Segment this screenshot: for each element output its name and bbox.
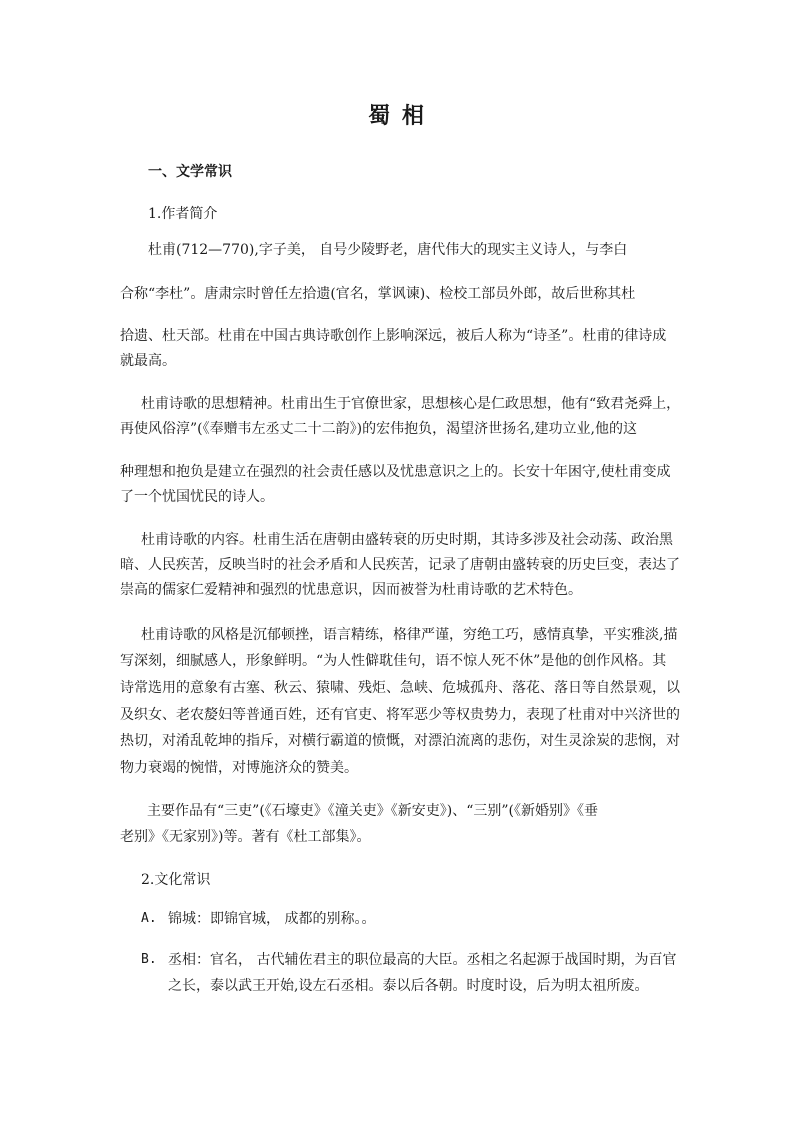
style-line: 诗常选用的意象有古塞、秋云、猿啸、残炬、急峡、危城孤舟、落花、落日等自然景观，以 <box>120 680 680 696</box>
section-heading-literary-knowledge: 一、文学常识 <box>148 164 232 180</box>
spirit-line: 杜甫诗歌的思想精神。杜甫出生于官僚世家，思想核心是仁政思想，他有“致君尧舜上， <box>141 396 681 412</box>
intro-line: 就最高。 <box>120 353 176 369</box>
intro-line: 拾遗、杜天部。杜甫在中国古典诗歌创作上影响深远，被后人称为“诗圣”。杜甫的律诗成 <box>120 328 667 344</box>
item-a-text: 锦城：即锦官城， 成都的别称。。 <box>168 911 376 927</box>
works-line: 主要作品有“三吏”(《石壕吏》《潼关吏》《新安吏》)、“三别”(《新婚别》《垂 <box>147 803 599 819</box>
style-line: 写深刻，细腻感人，形象鲜明。“为人性僻耽佳句，语不惊人死不休”是他的创作风格。其 <box>120 653 667 669</box>
item-b-line: 丞相：官名， 古代辅佐君主的职位最高的大臣。丞相之名起源于战国时期，为百官 <box>168 952 677 968</box>
works-line: 老别》《无家别》)等。著有《杜工部集》。 <box>120 829 371 845</box>
content-line: 崇高的儒家仁爱精神和强烈的忧患意识，因而被誉为杜甫诗歌的艺术特色。 <box>120 582 582 598</box>
item-b-line: 之长，泰以武王开始,设左石丞相。泰以后各朝。时度时设，后为明太祖所废。 <box>168 978 649 994</box>
style-line: 及织女、老农嫠妇等普通百姓，还有官吏、将军恶少等权贵势力，表现了杜甫对中兴济世的 <box>120 707 680 723</box>
content-line: 杜甫诗歌的内容。杜甫生活在唐朝由盛转衰的历史时期，其诗多涉及社会动荡、政治黑 <box>141 532 673 548</box>
subheading-cultural-knowledge: 2.文化常识 <box>141 872 211 888</box>
intro-line: 杜甫(712—770),字子美， 自号少陵野老，唐代伟大的现实主义诗人，与李白 <box>148 242 628 258</box>
item-marker-a: A. <box>141 911 157 926</box>
item-marker-b: B. <box>141 952 157 967</box>
subheading-author-intro: 1.作者简介 <box>148 206 218 222</box>
page-title: 蜀 相 <box>368 104 426 129</box>
content-line: 暗、人民疾苦，反映当时的社会矛盾和人民疾苦，记录了唐朝由盛转衰的历史巨变，表达了 <box>120 557 680 573</box>
style-line: 物力衰竭的惋惜，对博施济众的赞美。 <box>120 760 358 776</box>
spirit-line: 了一个忧国忧民的诗人。 <box>120 489 274 505</box>
spirit-line: 种理想和抱负是建立在强烈的社会责任感以及忧患意识之上的。长安十年困守,使杜甫变成 <box>120 464 671 480</box>
intro-line: 合称“李杜”。唐肃宗时曾任左拾遗(官名，掌讽谏)、检校工部员外郎，故后世称其杜 <box>120 286 636 302</box>
style-line: 热切，对淆乱乾坤的指斥，对横行霸道的愤慨，对漂泊流离的悲伤，对生灵涂炭的悲悯，对 <box>120 733 680 749</box>
spirit-line: 再使风俗淳”(《奉赠韦左丞丈二十二韵》)的宏伟抱负，渴望济世扬名,建功立业,他的这 <box>120 421 637 437</box>
style-line: 杜甫诗歌的风格是沉郁顿挫，语言精练，格律严谨，穷绝工巧，感情真挚，平实雅淡,描 <box>141 627 678 643</box>
